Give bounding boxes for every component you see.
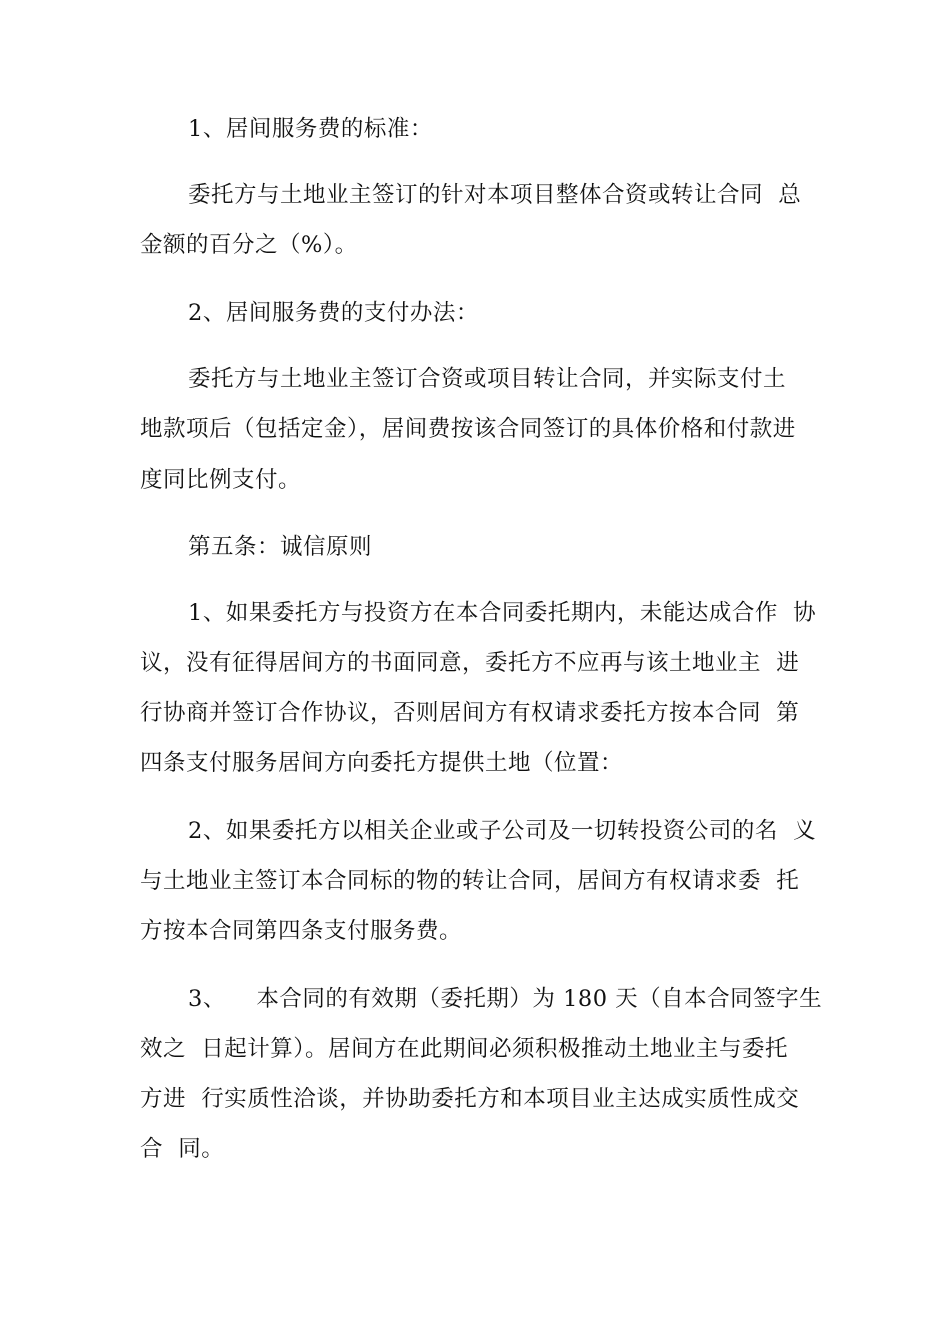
article-five-item-3-line-1: 3、 本合同的有效期（委托期）为 180 天（自本合同签字生 [188, 986, 823, 1012]
article-five-item-3-line-4: 合 同。 [140, 1136, 225, 1162]
fee-payment-body-line-2: 地款项后（包括定金），居间费按该合同签订的具体价格和付款进 [140, 416, 796, 442]
article-five-item-2-line-2: 与土地业主签订本合同标的物的转让合同，居间方有权请求委 托 [140, 868, 800, 894]
fee-payment-heading: 2、居间服务费的支付办法： [188, 300, 479, 326]
article-five-item-1-line-1: 1、如果委托方与投资方在本合同委托期内，未能达成合作 协 [188, 600, 817, 626]
article-five-item-1-line-2: 议，没有征得居间方的书面同意，委托方不应再与该土地业主 进 [140, 650, 800, 676]
article-five-heading: 第五条：诚信原则 [188, 534, 373, 560]
fee-standard-body-line-2: 金额的百分之（%）。 [140, 232, 358, 258]
article-five-item-3-line-2: 效之 日起计算）。居间方在此期间必须积极推动土地业主与委托 [140, 1036, 789, 1062]
article-five-item-1-line-3: 行协商并签订合作协议，否则居间方有权请求委托方按本合同 第 [140, 700, 800, 726]
fee-standard-body-line-1: 委托方与土地业主签订的针对本项目整体合资或转让合同 总 [188, 182, 802, 208]
fee-payment-body-line-3: 度同比例支付。 [140, 467, 302, 493]
article-five-item-1-line-4: 四条支付服务居间方向委托方提供土地（位置： [140, 750, 624, 776]
article-five-item-2-line-3: 方按本合同第四条支付服务费。 [140, 918, 463, 944]
fee-payment-body-line-1: 委托方与土地业主签订合资或项目转让合同，并实际支付土 [188, 366, 787, 392]
article-five-item-3-line-3: 方进 行实质性洽谈，并协助委托方和本项目业主达成实质性成交 [140, 1086, 800, 1112]
article-five-item-2-line-1: 2、如果委托方以相关企业或子公司及一切转投资公司的名 义 [188, 818, 817, 844]
fee-standard-heading: 1、居间服务费的标准： [188, 116, 433, 142]
